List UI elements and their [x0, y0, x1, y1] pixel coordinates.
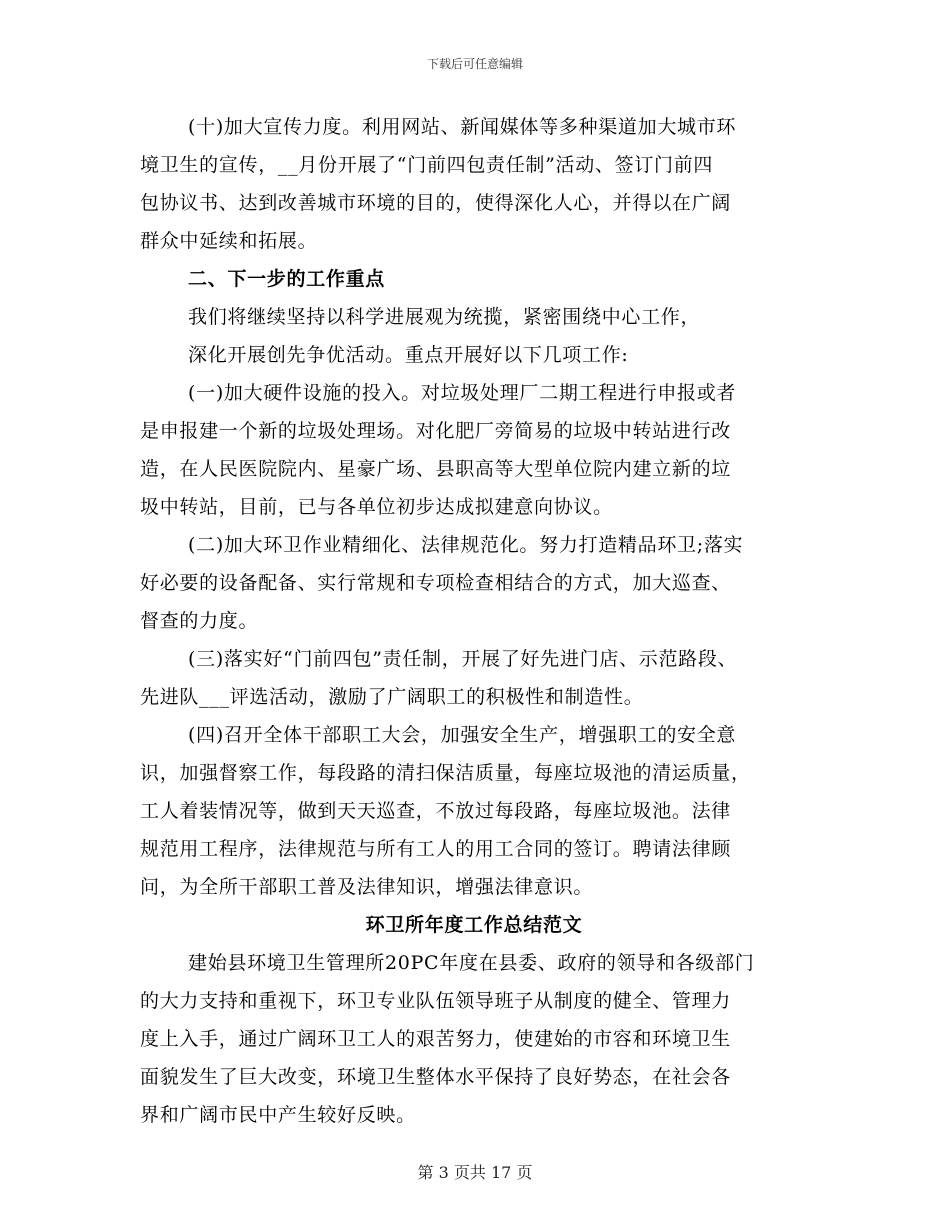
article-title: 环卫所年度工作总结范文 — [365, 914, 583, 936]
paragraph-line: 我们将继续坚持以科学进展观为统揽，紧密围绕中心工作， — [188, 306, 701, 328]
page-header: 下载后可任意编辑 — [426, 57, 523, 71]
paragraph-line: 工人着装情况等，做到天天巡查，不放过每段路，每座垃圾池。法律 — [140, 800, 732, 822]
paragraph-line: (三)落实好“门前四包”责任制，开展了好先进门店、示范路段、 — [188, 648, 738, 670]
paragraph-line: (十)加大宣传力度。利用网站、新闻媒体等多种渠道加大城市环 — [188, 116, 737, 138]
paragraph-line: (二)加大环卫作业精细化、法律规范化。努力打造精品环卫;落实 — [188, 534, 744, 556]
paragraph-line: 建始县环境卫生管理所20PC年度在县委、政府的领导和各级部门 — [188, 952, 755, 974]
paragraph-line: (一)加大硬件设施的投入。对垃圾处理厂二期工程进行申报或者 — [188, 382, 737, 404]
paragraph-line: 度上入手，通过广阔环卫工人的艰苦努力，使建始的市容和环境卫生 — [140, 1028, 732, 1050]
paragraph-line: 圾中转站，目前，已与各单位初步达成拟建意向协议。 — [140, 496, 613, 518]
paragraph-line: 督查的力度。 — [140, 610, 259, 632]
paragraph-line: 问，为全所干部职工普及法律知识，增强法律意识。 — [140, 876, 594, 898]
paragraph-line: 面貌发生了巨大改变，环境卫生整体水平保持了良好势态，在社会各 — [140, 1066, 732, 1088]
paragraph-line: 的大力支持和重视下，环卫专业队伍领导班子从制度的健全、管理力 — [140, 990, 732, 1012]
paragraph-line: 规范用工程序，法律规范与所有工人的用工合同的签订。聘请法律顾 — [140, 838, 732, 860]
paragraph-line: (四)召开全体干部职工大会，加强安全生产，增强职工的安全意 — [188, 724, 737, 746]
paragraph-line: 是申报建一个新的垃圾处理场。对化肥厂旁简易的垃圾中转站进行改 — [140, 420, 732, 442]
paragraph-line: 好必要的设备配备、实行常规和专项检查相结合的方式，加大巡查、 — [140, 572, 732, 594]
paragraph-line: 境卫生的宣传，__月份开展了“门前四包责任制”活动、签订门前四 — [140, 154, 714, 176]
paragraph-line: 识，加强督察工作，每段路的清扫保洁质量，每座垃圾池的清运质量， — [140, 762, 751, 784]
document-body — [140, 108, 808, 1134]
paragraph-line: 深化开展创先争优活动。重点开展好以下几项工作: — [188, 344, 629, 366]
section-heading: 二、下一步的工作重点 — [188, 268, 386, 290]
paragraph-line: 先进队___评选活动，激励了广阔职工的积极性和制造性。 — [140, 686, 644, 708]
paragraph-line: 界和广阔市民中产生较好反映。 — [140, 1104, 416, 1126]
page-number: 第 3 页共 17 页 — [417, 1163, 533, 1182]
paragraph-line: 造，在人民医院院内、星豪广场、县职高等大型单位院内建立新的垃 — [140, 458, 732, 480]
paragraph-line: 群众中延续和拓展。 — [140, 230, 318, 252]
paragraph-line: 包协议书、达到改善城市环境的目的，使得深化人心，并得以在广阔 — [140, 192, 732, 214]
